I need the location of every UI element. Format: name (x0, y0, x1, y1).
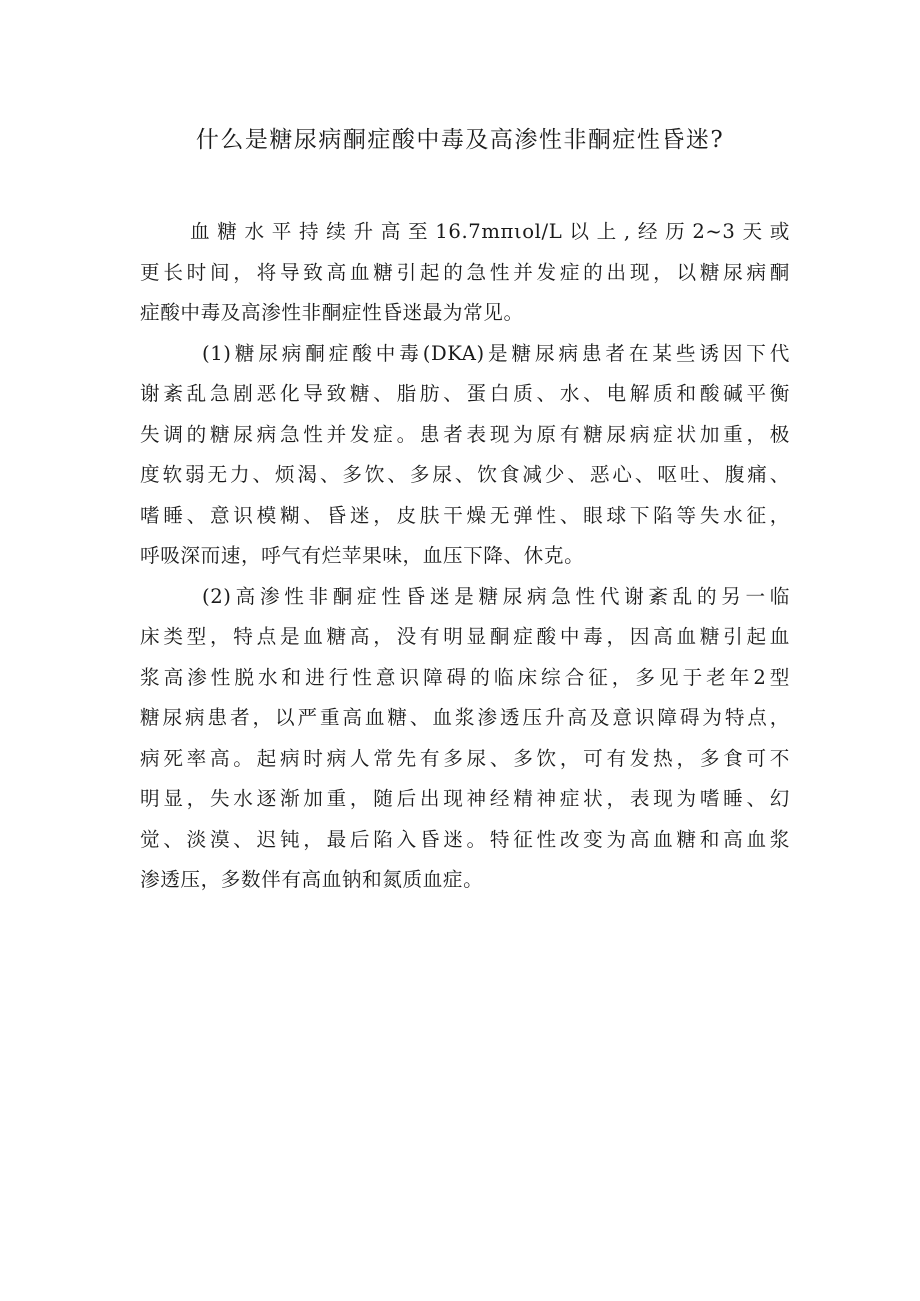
document-body (140, 212, 790, 901)
text-line: 明显，失水逐渐加重，随后出现神经精神症状，表现为嗜睡、幻 (140, 787, 790, 810)
paragraph-dka (140, 334, 790, 577)
text-line: 渗透压，多数伴有高血钠和氮质血症。 (140, 868, 484, 891)
text-line: 谢紊乱急剧恶化导致糖、脂肪、蛋白质、水、电解质和酸碱平衡 (140, 382, 790, 405)
text-line: 浆高渗性脱水和进行性意识障碍的临床综合征，多见于老年2型 (140, 665, 790, 689)
text-line: 血糖水平持续升高至16.7mπιol/L以上,经历2~3天或 (190, 220, 790, 243)
document-title: 什么是糖尿病酮症酸中毒及高渗性非酮症性昏迷? (195, 127, 725, 153)
text-line: 觉、淡漠、迟钝，最后陷入昏迷。特征性改变为高血糖和高血浆 (140, 827, 790, 851)
text-line: 病死率高。起病时病人常先有多尿、多饮，可有发热，多食可不 (140, 746, 790, 770)
text-line: 更长时间，将导致高血糖引起的急性并发症的出现，以糖尿病酮 (140, 260, 790, 284)
text-line: 症酸中毒及高渗性非酮症性昏迷最为常见。 (140, 301, 524, 324)
text-line: (1)糖尿病酮症酸中毒(DKA)是糖尿病患者在某些诱因下代 (202, 341, 790, 365)
paragraph-intro (140, 212, 790, 334)
text-line: 呼吸深而速，呼气有烂苹果味，血压下降、休克。 (140, 544, 585, 567)
text-line: 嗜睡、意识模糊、昏迷，皮肤干燥无弹性、眼球下陷等失水征， (140, 503, 790, 527)
paragraph-hhs (140, 577, 790, 901)
text-line: 度软弱无力、烦渴、多饮、多尿、饮食减少、恶心、呕吐、腹痛、 (140, 463, 790, 486)
text-line: (2)高渗性非酮症性昏迷是糖尿病急性代谢紊乱的另一临 (202, 584, 790, 608)
text-line: 糖尿病患者，以严重高血糖、血浆渗透压升高及意识障碍为特点， (140, 706, 790, 729)
text-line: 床类型，特点是血糖高，没有明显酮症酸中毒，因高血糖引起血 (140, 625, 790, 648)
text-line: 失调的糖尿病急性并发症。患者表现为原有糖尿病症状加重，极 (140, 422, 790, 446)
